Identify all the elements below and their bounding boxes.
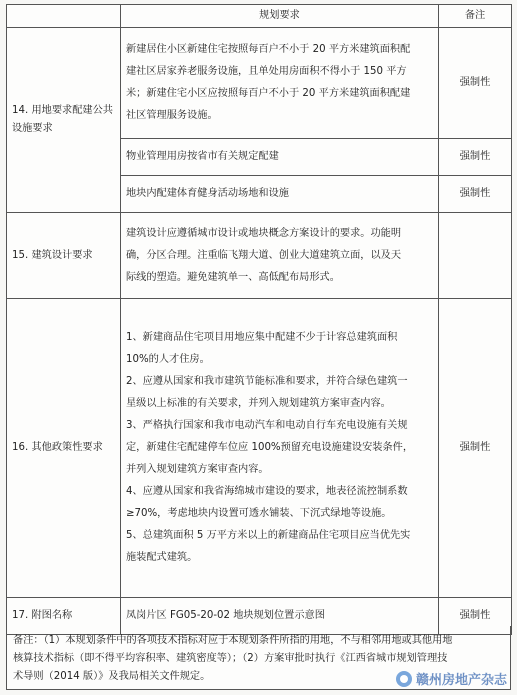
watermark-text: 赣州房地产杂志 [415, 673, 507, 688]
row14a-line: 社区管理服务设施。 [126, 110, 218, 121]
row16-line: 定，新建住宅配建停车位应 100%预留充电设施建设安装条件， [126, 442, 414, 453]
footnote-line: 核算技术指标（即不得平均容积率、建筑密度等）；（2）方案审批时执行《江西省城市规划管理技 [13, 653, 448, 664]
row16-line: 并列入规划建筑方案审查内容。 [126, 464, 269, 475]
row16-line: 5、总建筑面积 5 万平方米以上的新建商品住宅项目应当优先实 [126, 530, 411, 541]
row14-requirement-a [121, 28, 439, 139]
footnote-line: 备注：（1）本规划条件中的各项技术指标对应于本规划条件所指的用地，不与相邻用地或其他用地 [13, 635, 453, 646]
row16-line: ≥70%，考虑地块内设置可透水铺装、下沉式绿地等设施。 [126, 508, 392, 519]
row16-line: 3、严格执行国家和我市电动汽车和电动自行车充电设施有关规 [126, 420, 408, 431]
row17-remark: 强制性 [439, 598, 512, 635]
row15-line: 建筑设计应遵循城市设计或地块概念方案设计的要求。功能明 [126, 227, 402, 239]
footnote-line: 术导则（2014 版）》及我局相关文件规定。 [13, 671, 211, 682]
row14a-line: 米；新建住宅小区应按照每百户不小于 20 平方米建筑面积配建 [126, 88, 411, 99]
table-header-row [7, 5, 512, 28]
row15-remark [439, 213, 512, 299]
row16-line: 4、应遵从国家和我省海绵城市建设的要求，地表径流控制系数 [126, 486, 408, 497]
header-requirement: 规划要求 [121, 5, 439, 28]
row16-line: 10%的人才住房。 [126, 354, 210, 365]
row17-requirement: 凤岗片区 FG05-20-02 地块规划位置示意图 [121, 598, 439, 635]
row17-category: 17. 附图名称 [7, 598, 121, 635]
row14a-line: 新建居住小区新建住宅按照每百户不小于 20 平方米建筑面积配 [126, 44, 411, 55]
row15-line: 际线的塑造。避免建筑单一、高低配布局形式。 [126, 271, 340, 283]
row14-requirement-c: 地块内配建体育健身活动场地和设施 [121, 176, 439, 213]
row16-line: 施装配式建筑。 [126, 552, 198, 563]
row15-requirement [121, 213, 439, 299]
row16-line: 星级以上标准的有关要求，并列入规划建筑方案审查内容。 [126, 398, 391, 409]
wechat-icon [396, 671, 412, 687]
header-category [7, 5, 121, 28]
row15-line: 确，分区合理。注重临飞翔大道、创业大道建筑立面，以及天 [126, 249, 402, 261]
row14-category: 14. 用地要求配建公共设施要求 [7, 28, 121, 213]
table-row-14a [7, 28, 512, 139]
document-sheet [6, 4, 511, 690]
header-remark: 备注 [439, 5, 512, 28]
table-row-15 [7, 213, 512, 299]
row14-requirement-b: 物业管理用房按省市有关规定配建 [121, 139, 439, 176]
row14a-line: 建社区居家养老服务设施，且单处用房面积不得小于 150 平方 [126, 66, 407, 77]
watermark [394, 668, 509, 689]
row16-remark: 强制性 [439, 299, 512, 598]
table-row-16 [7, 299, 512, 598]
row14b-remark: 强制性 [439, 139, 512, 176]
row16-category: 16. 其他政策性要求 [7, 299, 121, 598]
row14a-remark: 强制性 [439, 28, 512, 139]
row15-category: 15. 建筑设计要求 [7, 213, 121, 299]
row16-line: 1、新建商品住宅项目用地应集中配建不少于计容总建筑面积 [126, 332, 398, 343]
row16-line: 2、应遵从国家和我市建筑节能标准和要求，并符合绿色建筑一 [126, 376, 408, 387]
row16-requirement [121, 299, 439, 598]
requirements-table [6, 4, 512, 635]
row14c-remark: 强制性 [439, 176, 512, 213]
